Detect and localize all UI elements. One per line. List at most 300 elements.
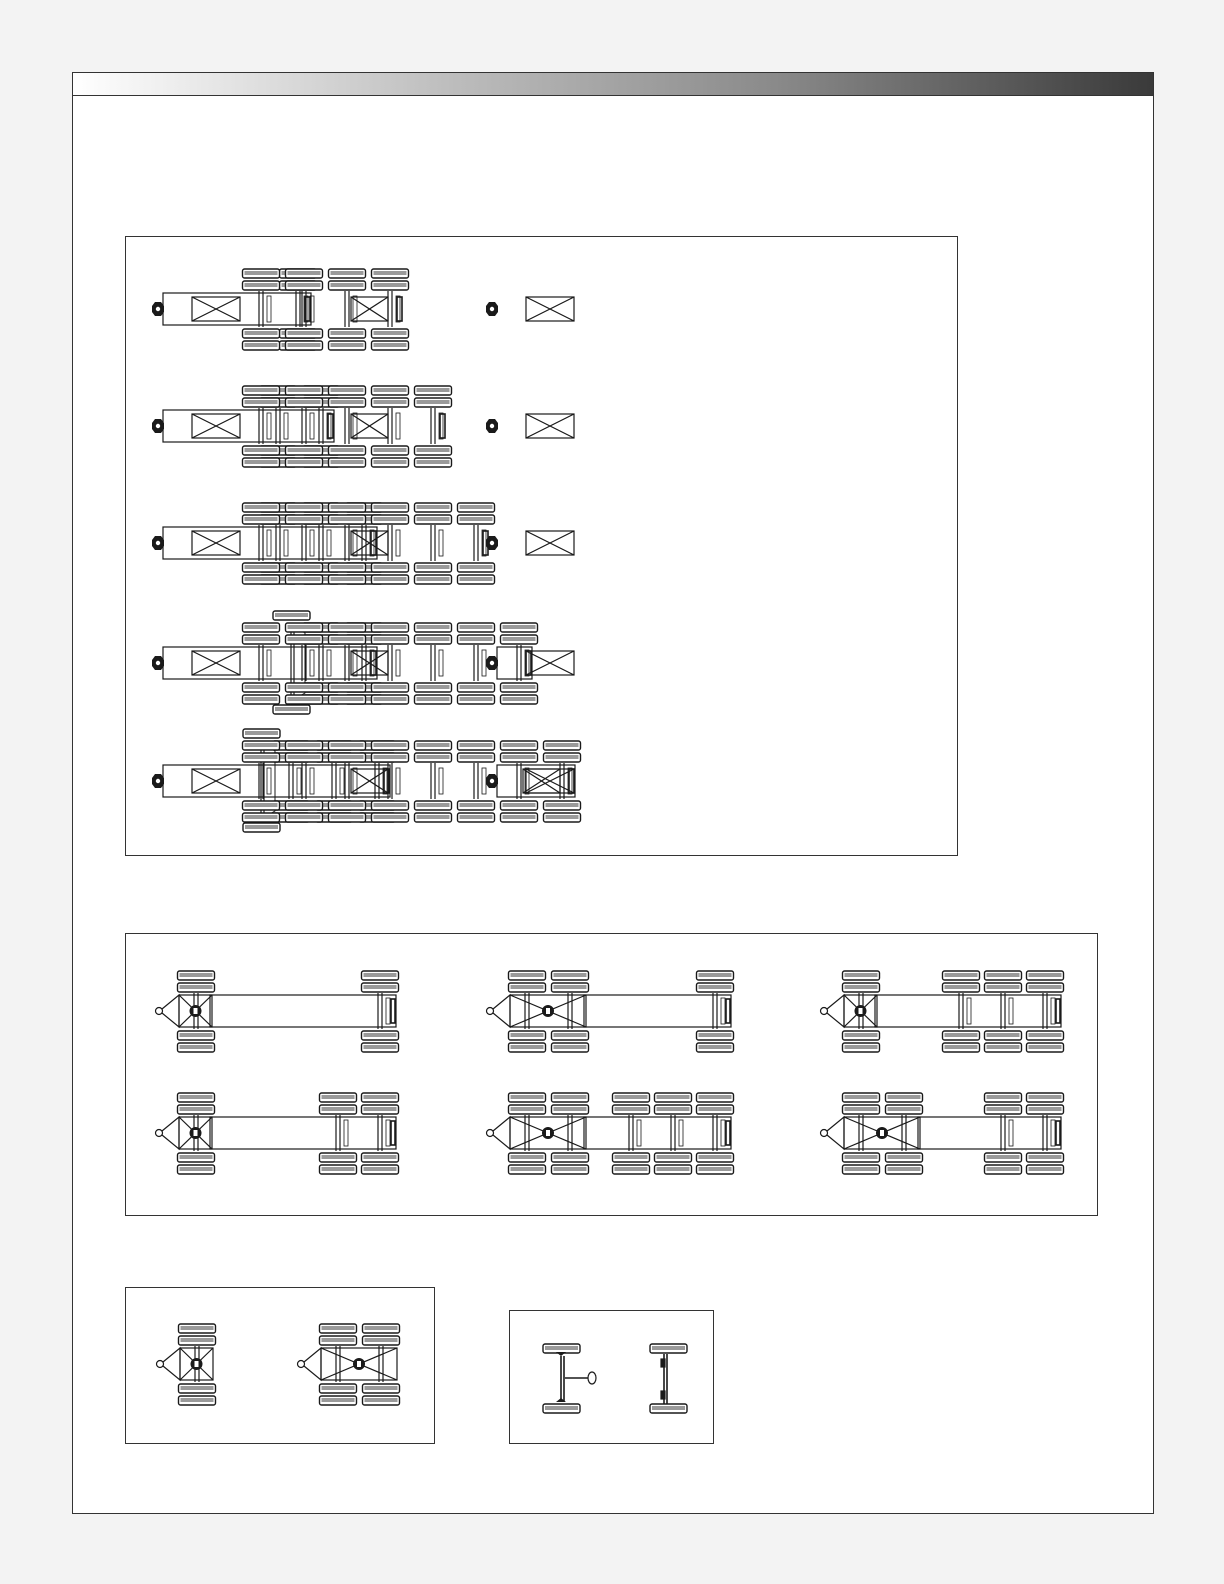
- tire-icon: [178, 983, 215, 992]
- tire-tread: [322, 1338, 355, 1342]
- tire-tread: [460, 743, 493, 747]
- tire-icon: [286, 623, 323, 632]
- drawbar: [162, 995, 179, 1027]
- tire-tread: [460, 755, 493, 759]
- full-trailer-diagrams: [126, 934, 1099, 1217]
- tire-icon: [362, 1093, 399, 1102]
- tire-icon: [985, 1105, 1022, 1114]
- tire-icon: [943, 1031, 980, 1040]
- tire-tread: [331, 388, 364, 392]
- tire-tread: [245, 803, 278, 807]
- tire-icon: [372, 446, 409, 455]
- tire-icon: [843, 1105, 880, 1114]
- suspension-bracket: [284, 413, 288, 439]
- trailer-body: [584, 1117, 731, 1149]
- tire-icon: [243, 503, 280, 512]
- tire-tread: [511, 1045, 544, 1049]
- tire-tread: [652, 1406, 685, 1410]
- drawbar: [493, 995, 510, 1027]
- tire-tread: [503, 697, 536, 701]
- tire-tread: [503, 755, 536, 759]
- drawbar: [827, 995, 844, 1027]
- tire-tread: [554, 1107, 587, 1111]
- tire-tread: [245, 460, 278, 464]
- tire-icon: [843, 1093, 880, 1102]
- tire-tread: [546, 743, 579, 747]
- tire-icon: [372, 563, 409, 572]
- tire-icon: [362, 983, 399, 992]
- tire-tread: [245, 685, 278, 689]
- trailer-body: [875, 995, 1061, 1027]
- tire-tread: [699, 973, 732, 977]
- tire-tread: [845, 1095, 878, 1099]
- tire-tread: [365, 1398, 398, 1402]
- tire-icon: [843, 1031, 880, 1040]
- suspension-bracket: [482, 768, 486, 794]
- tire-icon: [886, 1093, 923, 1102]
- tire-tread: [374, 400, 407, 404]
- tire-tread: [845, 1107, 878, 1111]
- rear-bumper: [726, 999, 730, 1023]
- tire-tread: [460, 577, 493, 581]
- tire-tread: [374, 343, 407, 347]
- tire-icon: [509, 971, 546, 980]
- turntable-center: [195, 1361, 199, 1367]
- tire-tread: [374, 803, 407, 807]
- tire-icon: [697, 1031, 734, 1040]
- tire-icon: [613, 1105, 650, 1114]
- tire-icon: [985, 1031, 1022, 1040]
- tire-icon: [552, 1165, 589, 1174]
- tire-tread: [364, 1167, 397, 1171]
- tire-icon: [243, 635, 280, 644]
- full-trailer-diagram: [156, 1093, 399, 1174]
- tire-icon: [329, 329, 366, 338]
- tire-tread: [288, 685, 321, 689]
- suspension-bracket: [396, 530, 400, 556]
- full-trailer-diagram: [487, 1093, 734, 1174]
- tire-tread: [275, 613, 308, 617]
- tire-tread: [180, 985, 213, 989]
- tire-icon: [363, 1324, 400, 1333]
- tire-icon: [415, 398, 452, 407]
- tire-icon: [509, 1031, 546, 1040]
- dolly-diagram: [157, 1324, 216, 1405]
- tire-tread: [699, 985, 732, 989]
- tire-icon: [415, 623, 452, 632]
- tire-icon: [501, 683, 538, 692]
- tire-tread: [987, 1095, 1020, 1099]
- kingpin-icon: [152, 302, 164, 316]
- tire-tread: [331, 815, 364, 819]
- tire-icon: [329, 623, 366, 632]
- tire-icon: [372, 503, 409, 512]
- tire-icon: [501, 635, 538, 644]
- tire-tread: [288, 755, 321, 759]
- tire-icon: [243, 623, 280, 632]
- tire-icon: [458, 503, 495, 512]
- tire-tread: [288, 625, 321, 629]
- suspension-bracket: [1009, 1120, 1013, 1146]
- dolly-diagram: [298, 1324, 400, 1405]
- tire-icon: [286, 683, 323, 692]
- tire-icon: [329, 269, 366, 278]
- tire-tread: [374, 517, 407, 521]
- tire-tread: [374, 815, 407, 819]
- tire-icon: [501, 753, 538, 762]
- tire-icon: [329, 741, 366, 750]
- tire-tread: [987, 973, 1020, 977]
- tire-icon: [552, 983, 589, 992]
- semi-trailer-diagram: [243, 269, 575, 350]
- tire-icon: [178, 1153, 215, 1162]
- tire-icon: [372, 635, 409, 644]
- axle-bracket: [661, 1391, 665, 1399]
- tow-eye-icon: [298, 1361, 305, 1368]
- detail-panel: [509, 1310, 714, 1444]
- tire-tread: [331, 448, 364, 452]
- tire-tread: [331, 577, 364, 581]
- tire-tread: [288, 517, 321, 521]
- tire-tread: [331, 625, 364, 629]
- tire-tread: [364, 1155, 397, 1159]
- tire-tread: [374, 271, 407, 275]
- tire-tread: [245, 283, 278, 287]
- tire-tread: [331, 637, 364, 641]
- tire-icon: [943, 983, 980, 992]
- tire-icon: [613, 1165, 650, 1174]
- tire-icon: [329, 503, 366, 512]
- rear-bumper: [440, 414, 445, 438]
- rear-bumper: [1056, 999, 1060, 1023]
- tire-tread: [374, 331, 407, 335]
- tire-tread: [374, 565, 407, 569]
- tire-tread: [275, 707, 308, 711]
- tire-tread: [417, 685, 450, 689]
- rear-bumper: [483, 531, 488, 555]
- chassis-frame: [163, 293, 311, 325]
- rear-bumper: [1056, 1121, 1060, 1145]
- tire-tread: [331, 331, 364, 335]
- tire-icon: [415, 813, 452, 822]
- tire-tread: [331, 343, 364, 347]
- tire-icon: [415, 446, 452, 455]
- suspension-bracket: [327, 530, 331, 556]
- tire-tread: [888, 1167, 921, 1171]
- detail-diagrams: [510, 1311, 715, 1445]
- full-trailer-panel: [125, 933, 1098, 1216]
- tire-tread: [374, 283, 407, 287]
- tire-tread: [331, 565, 364, 569]
- suspension-bracket: [267, 530, 271, 556]
- tow-eye-icon: [157, 1361, 164, 1368]
- tire-tread: [245, 343, 278, 347]
- kingpin-hole: [156, 779, 160, 783]
- tow-eye-icon: [821, 1130, 828, 1137]
- tire-icon: [273, 705, 310, 714]
- kingpin-icon: [152, 774, 164, 788]
- tire-tread: [374, 637, 407, 641]
- tire-tread: [245, 517, 278, 521]
- tire-tread: [1029, 1095, 1062, 1099]
- chassis-frame: [497, 765, 575, 797]
- tire-icon: [697, 1165, 734, 1174]
- tire-icon: [286, 515, 323, 524]
- tire-tread: [288, 743, 321, 747]
- semi-trailer-diagram: [243, 386, 575, 467]
- tire-icon: [363, 1396, 400, 1405]
- tire-tread: [1029, 1107, 1062, 1111]
- tire-tread: [365, 1386, 398, 1390]
- tire-icon: [243, 575, 280, 584]
- tire-tread: [845, 1033, 878, 1037]
- rear-bumper: [391, 1121, 395, 1145]
- tire-tread: [374, 505, 407, 509]
- tire-tread: [245, 731, 278, 735]
- tire-icon: [372, 269, 409, 278]
- tire-icon: [886, 1153, 923, 1162]
- tire-icon: [985, 1153, 1022, 1162]
- suspension-bracket: [1051, 1120, 1055, 1146]
- tire-tread: [511, 1167, 544, 1171]
- tire-icon: [286, 563, 323, 572]
- tire-icon: [329, 515, 366, 524]
- tire-tread: [288, 565, 321, 569]
- tire-icon: [372, 575, 409, 584]
- tire-tread: [554, 985, 587, 989]
- tire-icon: [552, 1093, 589, 1102]
- tire-icon: [697, 1105, 734, 1114]
- tire-tread: [615, 1095, 648, 1099]
- tire-icon: [415, 741, 452, 750]
- suspension-bracket: [267, 650, 271, 676]
- rear-bumper: [569, 769, 574, 793]
- tire-tread: [546, 755, 579, 759]
- tire-tread: [1029, 985, 1062, 989]
- tire-icon: [415, 695, 452, 704]
- rear-bumper: [371, 651, 376, 675]
- semi-trailer-diagram: [243, 503, 575, 584]
- tire-tread: [511, 973, 544, 977]
- tire-icon: [329, 813, 366, 822]
- tire-tread: [288, 815, 321, 819]
- tire-icon: [286, 386, 323, 395]
- suspension-bracket: [396, 413, 400, 439]
- tire-icon: [179, 1324, 216, 1333]
- kingpin-icon: [486, 774, 498, 788]
- tire-icon: [552, 1043, 589, 1052]
- tire-icon: [655, 1105, 692, 1114]
- tire-icon: [243, 695, 280, 704]
- tire-icon: [286, 695, 323, 704]
- tire-tread: [322, 1107, 355, 1111]
- rear-bumper: [726, 1121, 730, 1145]
- tire-icon: [655, 1093, 692, 1102]
- tire-icon: [243, 823, 280, 832]
- tire-icon: [697, 1153, 734, 1162]
- tire-tread: [888, 1155, 921, 1159]
- drawbar: [827, 1117, 844, 1149]
- tire-icon: [286, 741, 323, 750]
- tow-eye-icon: [588, 1372, 596, 1384]
- tire-icon: [886, 1105, 923, 1114]
- tire-icon: [243, 269, 280, 278]
- tire-icon: [458, 683, 495, 692]
- tire-icon: [286, 269, 323, 278]
- tire-icon: [243, 801, 280, 810]
- drawbar: [162, 1117, 179, 1149]
- tow-eye-icon: [156, 1130, 163, 1137]
- tire-icon: [501, 695, 538, 704]
- tire-icon: [329, 446, 366, 455]
- tire-tread: [374, 685, 407, 689]
- suspension-bracket: [967, 998, 971, 1024]
- tire-tread: [245, 577, 278, 581]
- tire-icon: [286, 281, 323, 290]
- tire-icon: [886, 1165, 923, 1174]
- tire-icon: [843, 1153, 880, 1162]
- tire-tread: [322, 1167, 355, 1171]
- rear-bumper: [391, 999, 395, 1023]
- tire-icon: [697, 983, 734, 992]
- tire-tread: [245, 637, 278, 641]
- tire-icon: [697, 1093, 734, 1102]
- tire-tread: [417, 815, 450, 819]
- tire-tread: [460, 697, 493, 701]
- tire-tread: [503, 685, 536, 689]
- tire-tread: [460, 685, 493, 689]
- tire-icon: [544, 753, 581, 762]
- tire-tread: [511, 1033, 544, 1037]
- tire-icon: [178, 1093, 215, 1102]
- tire-icon: [1027, 1031, 1064, 1040]
- tire-icon: [329, 801, 366, 810]
- tire-tread: [288, 577, 321, 581]
- tire-icon: [509, 1105, 546, 1114]
- tire-tread: [417, 517, 450, 521]
- full-trailer-diagram: [821, 1093, 1064, 1174]
- tire-icon: [243, 281, 280, 290]
- tire-icon: [243, 341, 280, 350]
- tire-tread: [987, 1107, 1020, 1111]
- tire-tread: [288, 400, 321, 404]
- kingpin-icon: [486, 656, 498, 670]
- suspension-bracket: [327, 650, 331, 676]
- drawbar: [163, 1348, 180, 1380]
- tow-eye-icon: [156, 1008, 163, 1015]
- tire-icon: [329, 386, 366, 395]
- tire-icon: [458, 563, 495, 572]
- tire-icon: [178, 1043, 215, 1052]
- suspension-bracket: [439, 530, 443, 556]
- kingpin-hole: [490, 661, 494, 665]
- drawbar: [304, 1348, 321, 1380]
- tire-tread: [288, 803, 321, 807]
- suspension-bracket: [482, 650, 486, 676]
- tow-eye-icon: [821, 1008, 828, 1015]
- trailer-body: [584, 995, 731, 1027]
- tire-tread: [987, 985, 1020, 989]
- kingpin-hole: [490, 541, 494, 545]
- tire-tread: [545, 1406, 578, 1410]
- tire-tread: [417, 460, 450, 464]
- tire-icon: [985, 1043, 1022, 1052]
- tire-tread: [1029, 1033, 1062, 1037]
- tire-tread: [245, 271, 278, 275]
- tire-tread: [245, 400, 278, 404]
- tire-tread: [657, 1155, 690, 1159]
- tire-icon: [329, 683, 366, 692]
- tire-icon: [501, 801, 538, 810]
- tire-icon: [458, 635, 495, 644]
- tire-tread: [845, 1155, 878, 1159]
- tire-icon: [243, 729, 280, 738]
- tire-icon: [458, 623, 495, 632]
- chassis-frame: [163, 765, 390, 797]
- tire-tread: [374, 743, 407, 747]
- suspension-bracket: [679, 1120, 683, 1146]
- tire-tread: [364, 1095, 397, 1099]
- tire-icon: [286, 635, 323, 644]
- tire-tread: [511, 1155, 544, 1159]
- turntable-center: [357, 1361, 361, 1367]
- tire-tread: [374, 448, 407, 452]
- tire-tread: [699, 1045, 732, 1049]
- tire-icon: [243, 813, 280, 822]
- tire-icon: [843, 971, 880, 980]
- tire-icon: [509, 1093, 546, 1102]
- kingpin-hole: [490, 779, 494, 783]
- tire-icon: [329, 281, 366, 290]
- suspension-bracket: [386, 998, 390, 1024]
- tire-icon: [415, 515, 452, 524]
- tire-icon: [286, 446, 323, 455]
- tire-tread: [180, 973, 213, 977]
- tow-eye-icon: [487, 1130, 494, 1137]
- tire-icon: [655, 1165, 692, 1174]
- tire-icon: [415, 563, 452, 572]
- tire-icon: [372, 329, 409, 338]
- tire-tread: [181, 1386, 214, 1390]
- tire-tread: [845, 973, 878, 977]
- tire-tread: [245, 448, 278, 452]
- tire-tread: [546, 815, 579, 819]
- tire-tread: [503, 625, 536, 629]
- tire-icon: [243, 683, 280, 692]
- tire-icon: [362, 1105, 399, 1114]
- tire-tread: [288, 271, 321, 275]
- tire-icon: [543, 1404, 580, 1413]
- tire-tread: [364, 1033, 397, 1037]
- tire-tread: [987, 1033, 1020, 1037]
- semi-trailer-diagrams: [126, 237, 959, 857]
- tire-icon: [458, 695, 495, 704]
- tire-tread: [180, 1107, 213, 1111]
- tire-icon: [372, 813, 409, 822]
- tire-tread: [288, 388, 321, 392]
- kingpin-icon: [152, 656, 164, 670]
- tire-tread: [245, 825, 278, 829]
- tire-tread: [331, 697, 364, 701]
- tire-tread: [364, 973, 397, 977]
- tire-icon: [501, 813, 538, 822]
- tire-tread: [417, 697, 450, 701]
- kingpin-hole: [156, 541, 160, 545]
- tire-icon: [372, 515, 409, 524]
- tire-tread: [460, 803, 493, 807]
- tire-tread: [845, 1045, 878, 1049]
- tire-icon: [329, 341, 366, 350]
